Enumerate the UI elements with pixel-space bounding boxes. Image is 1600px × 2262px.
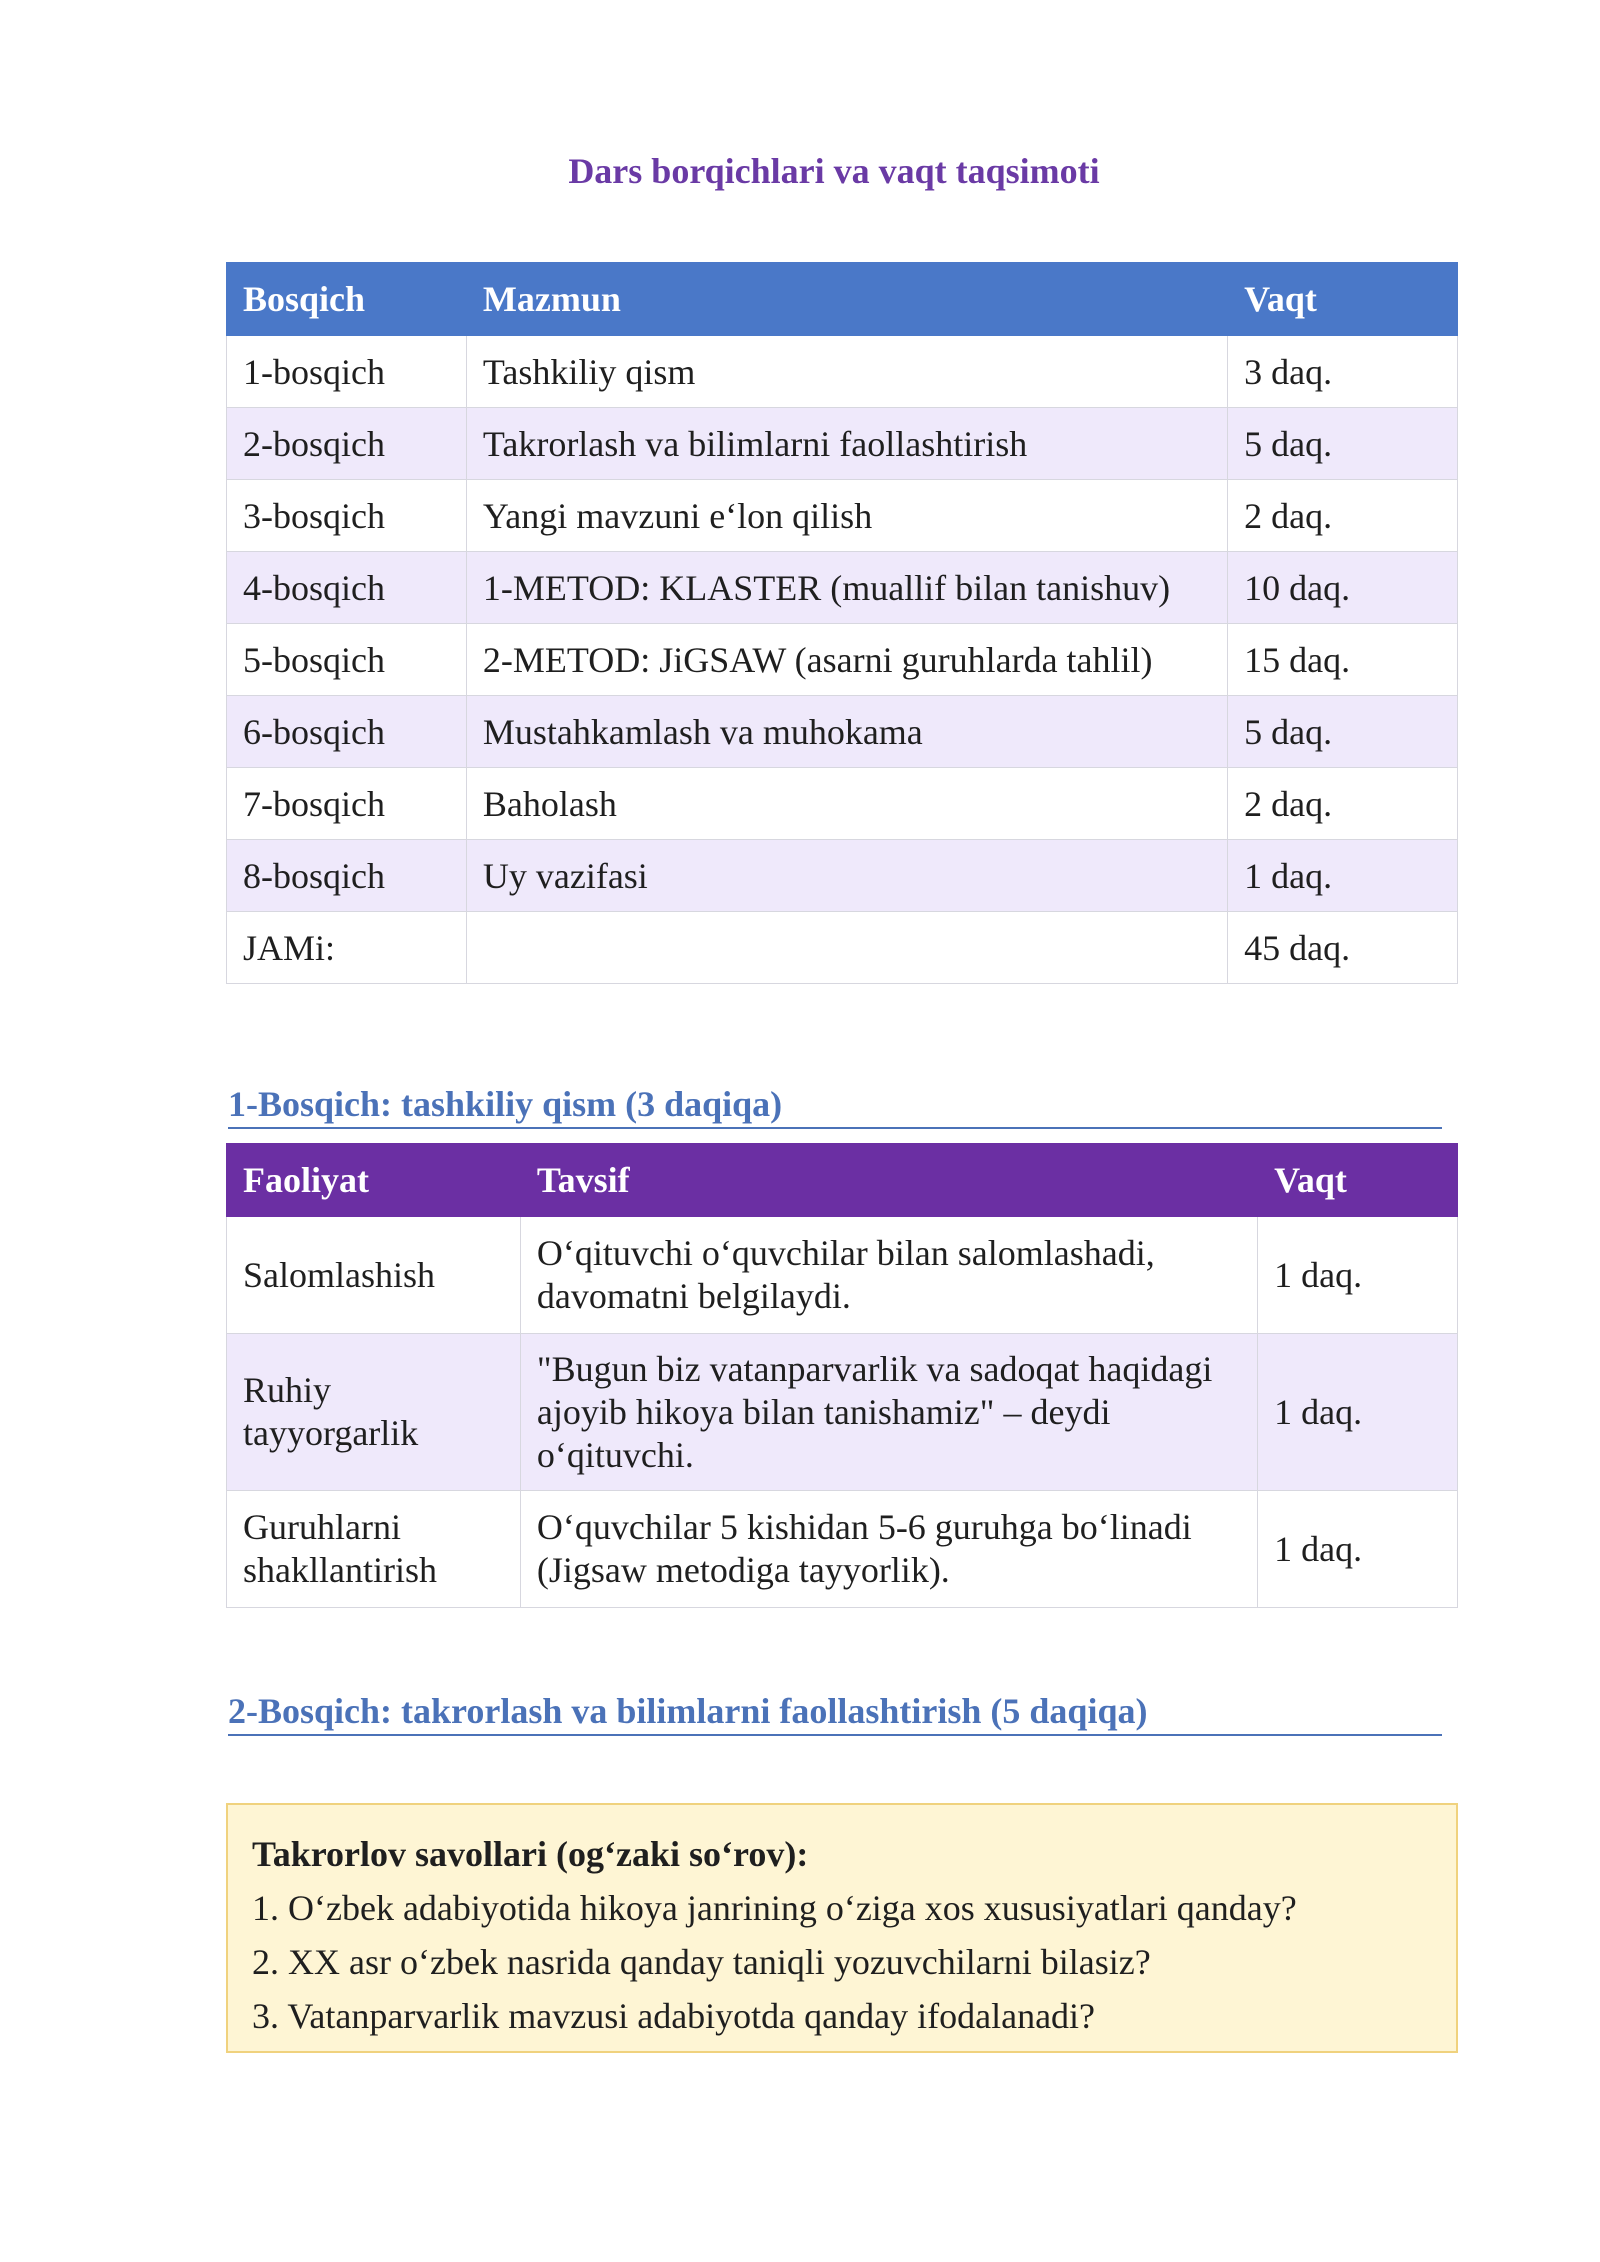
stage-cell: 1-bosqich: [227, 336, 467, 408]
review-question: 1. O‘zbek adabiyotida hikoya janrining o‘ziga xos xususiyatlari qanday?: [252, 1888, 1297, 1928]
stage-cell: 5-bosqich: [227, 624, 467, 696]
content-cell: Takrorlash va bilimlarni faollashtirish: [466, 408, 1227, 480]
column-header: Mazmun: [466, 263, 1227, 336]
content-cell: 2-METOD: JiGSAW (asarni guruhlarda tahlil): [466, 624, 1227, 696]
table-row: [227, 552, 1458, 624]
content-cell: Baholash: [466, 768, 1227, 840]
time-cell: 10 daq.: [1228, 552, 1458, 624]
review-question: 3. Vatanparvarlik mavzusi adabiyotda qanday ifodalanadi?: [252, 1996, 1096, 2036]
total-time-cell: 45 daq.: [1228, 912, 1458, 984]
table-row: [227, 1334, 1458, 1491]
total-label-cell: JAMi:: [227, 912, 467, 984]
column-header: Bosqich: [227, 263, 467, 336]
table-total-row: [227, 912, 1458, 984]
column-header: Tavsif: [520, 1144, 1257, 1217]
table-header-row: [227, 263, 1458, 336]
table-row: [227, 696, 1458, 768]
time-cell: 1 daq.: [1258, 1334, 1458, 1491]
stage-cell: 3-bosqich: [227, 480, 467, 552]
description-cell: O‘qituvchi o‘quvchilar bilan salomlashadi, davomatni belgilaydi.: [520, 1217, 1257, 1334]
time-cell: 1 daq.: [1258, 1217, 1458, 1334]
content-cell: Mustahkamlash va muhokama: [466, 696, 1227, 768]
stage-cell: 8-bosqich: [227, 840, 467, 912]
stage-cell: 6-bosqich: [227, 696, 467, 768]
time-cell: 2 daq.: [1228, 480, 1458, 552]
section-heading-stage-2: 2-Bosqich: takrorlash va bilimlarni faollashtirish (5 daqiqa): [228, 1690, 1442, 1736]
stage-cell: 4-bosqich: [227, 552, 467, 624]
time-cell: 1 daq.: [1258, 1491, 1458, 1608]
empty-cell: [466, 912, 1227, 984]
table-header-row: [227, 1144, 1458, 1217]
stage-cell: 7-bosqich: [227, 768, 467, 840]
activities-table: [226, 1143, 1458, 1608]
table-row: [227, 336, 1458, 408]
content-cell: Uy vazifasi: [466, 840, 1227, 912]
time-cell: 1 daq.: [1228, 840, 1458, 912]
activity-cell: Salomlashish: [227, 1217, 521, 1334]
table-row: [227, 1491, 1458, 1608]
column-header: Faoliyat: [227, 1144, 521, 1217]
section-heading-stage-1: 1-Bosqich: tashkiliy qism (3 daqiqa): [228, 1083, 1442, 1129]
description-cell: O‘quvchilar 5 kishidan 5-6 guruhga bo‘linadi (Jigsaw metodiga tayyorlik).: [520, 1491, 1257, 1608]
column-header: Vaqt: [1228, 263, 1458, 336]
activity-cell: Guruhlarni shakllantirish: [227, 1491, 521, 1608]
column-header: Vaqt: [1258, 1144, 1458, 1217]
time-cell: 5 daq.: [1228, 696, 1458, 768]
time-cell: 3 daq.: [1228, 336, 1458, 408]
review-questions-title: Takrorlov savollari (og‘zaki so‘rov):: [252, 1834, 809, 1874]
time-cell: 15 daq.: [1228, 624, 1458, 696]
stages-table: [226, 262, 1458, 984]
content-cell: 1-METOD: KLASTER (muallif bilan tanishuv): [466, 552, 1227, 624]
time-cell: 5 daq.: [1228, 408, 1458, 480]
content-cell: Tashkiliy qism: [466, 336, 1227, 408]
table-row: [227, 768, 1458, 840]
page-title: Dars borqichlari va vaqt taqsimoti: [568, 151, 1100, 191]
review-question: 2. XX asr o‘zbek nasrida qanday taniqli yozuvchilarni bilasiz?: [252, 1942, 1151, 1982]
stage-cell: 2-bosqich: [227, 408, 467, 480]
content-cell: Yangi mavzuni e‘lon qilish: [466, 480, 1227, 552]
review-questions-box: [226, 1803, 1458, 2053]
table-row: [227, 1217, 1458, 1334]
time-cell: 2 daq.: [1228, 768, 1458, 840]
activity-cell: Ruhiy tayyorgarlik: [227, 1334, 521, 1491]
description-cell: "Bugun biz vatanparvarlik va sadoqat haqidagi ajoyib hikoya bilan tanishamiz" – deydi o‘qituvchi.: [520, 1334, 1257, 1491]
table-row: [227, 480, 1458, 552]
table-row: [227, 840, 1458, 912]
table-row: [227, 624, 1458, 696]
table-row: [227, 408, 1458, 480]
